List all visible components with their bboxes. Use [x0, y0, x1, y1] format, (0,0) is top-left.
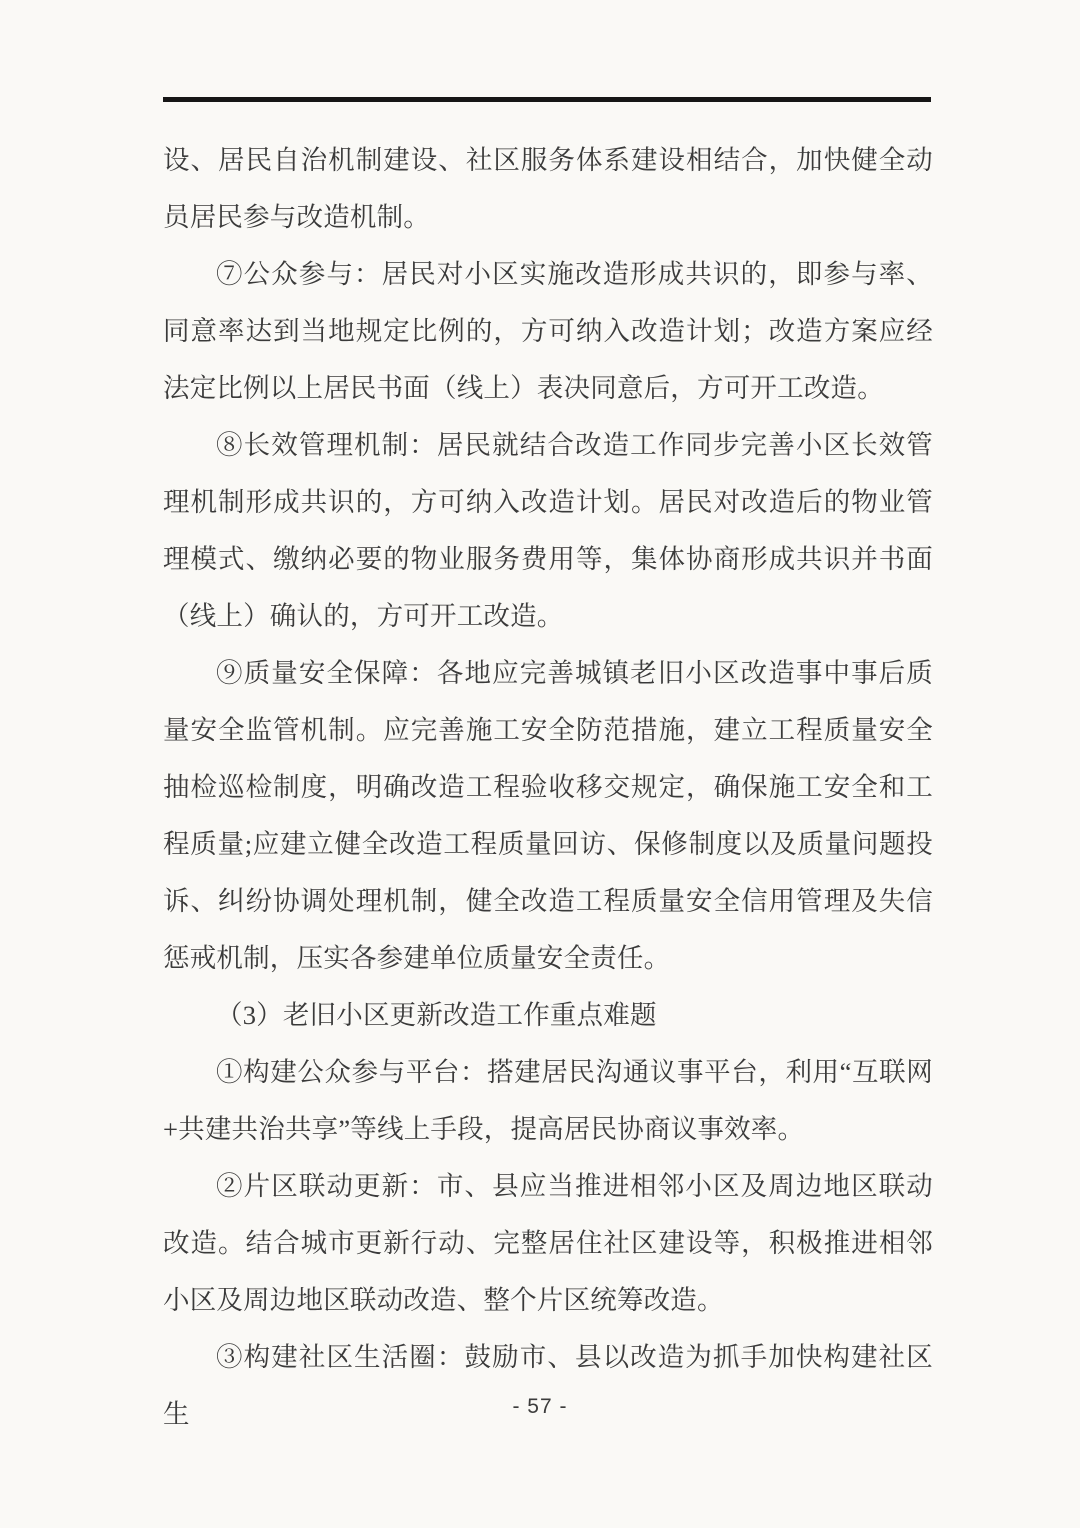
paragraph-item-2: ②片区联动更新：市、县应当推进相邻小区及周边地区联动改造。结合城市更新行动、完整居住社区建设等，积极推进相邻小区及周边地区联动改造、整个片区统筹改造。 [163, 1171, 933, 1315]
paragraph-continuation: 设、居民自治机制建设、社区服务体系建设相结合，加快健全动员居民参与改造机制。 [163, 145, 933, 232]
page-number: - 57 - [512, 1395, 568, 1418]
paragraph-item-1: ①构建公众参与平台：搭建居民沟通议事平台，利用“互联网+共建共治共享”等线上手段，提高居民协商议事效率。 [163, 1057, 933, 1144]
paragraph-item-3-truncated: ③构建社区生活圈：鼓励市、县以改造为抓手加快构建社区生 [163, 1342, 933, 1429]
paragraph-item-7: ⑦公众参与：居民对小区实施改造形成共识的，即参与率、同意率达到当地规定比例的，方可纳入改造计划；改造方案应经法定比例以上居民书面（线上）表决同意后，方可开工改造。 [163, 259, 933, 403]
section-heading: （3）老旧小区更新改造工作重点难题 [216, 1000, 657, 1030]
paragraph-item-9: ⑨质量安全保障：各地应完善城镇老旧小区改造事中事后质量安全监管机制。应完善施工安全防范措施，建立工程质量安全抽检巡检制度，明确改造工程验收移交规定，确保施工安全和工程质量;应建立健全改造工程质量回访、保修制度以及质量问题投诉、纠纷协调处理机制，健全改造工程质量安全信用管理及失信惩戒机制，压实各参建单位质量安全责任。 [163, 658, 933, 973]
document-body [163, 132, 933, 1443]
paragraph-item-8: ⑧长效管理机制：居民就结合改造工作同步完善小区长效管理机制形成共识的，方可纳入改造计划。居民对改造后的物业管理模式、缴纳必要的物业服务费用等，集体协商形成共识并书面（线上）确认的，方可开工改造。 [163, 430, 933, 631]
header-rule [163, 97, 931, 102]
